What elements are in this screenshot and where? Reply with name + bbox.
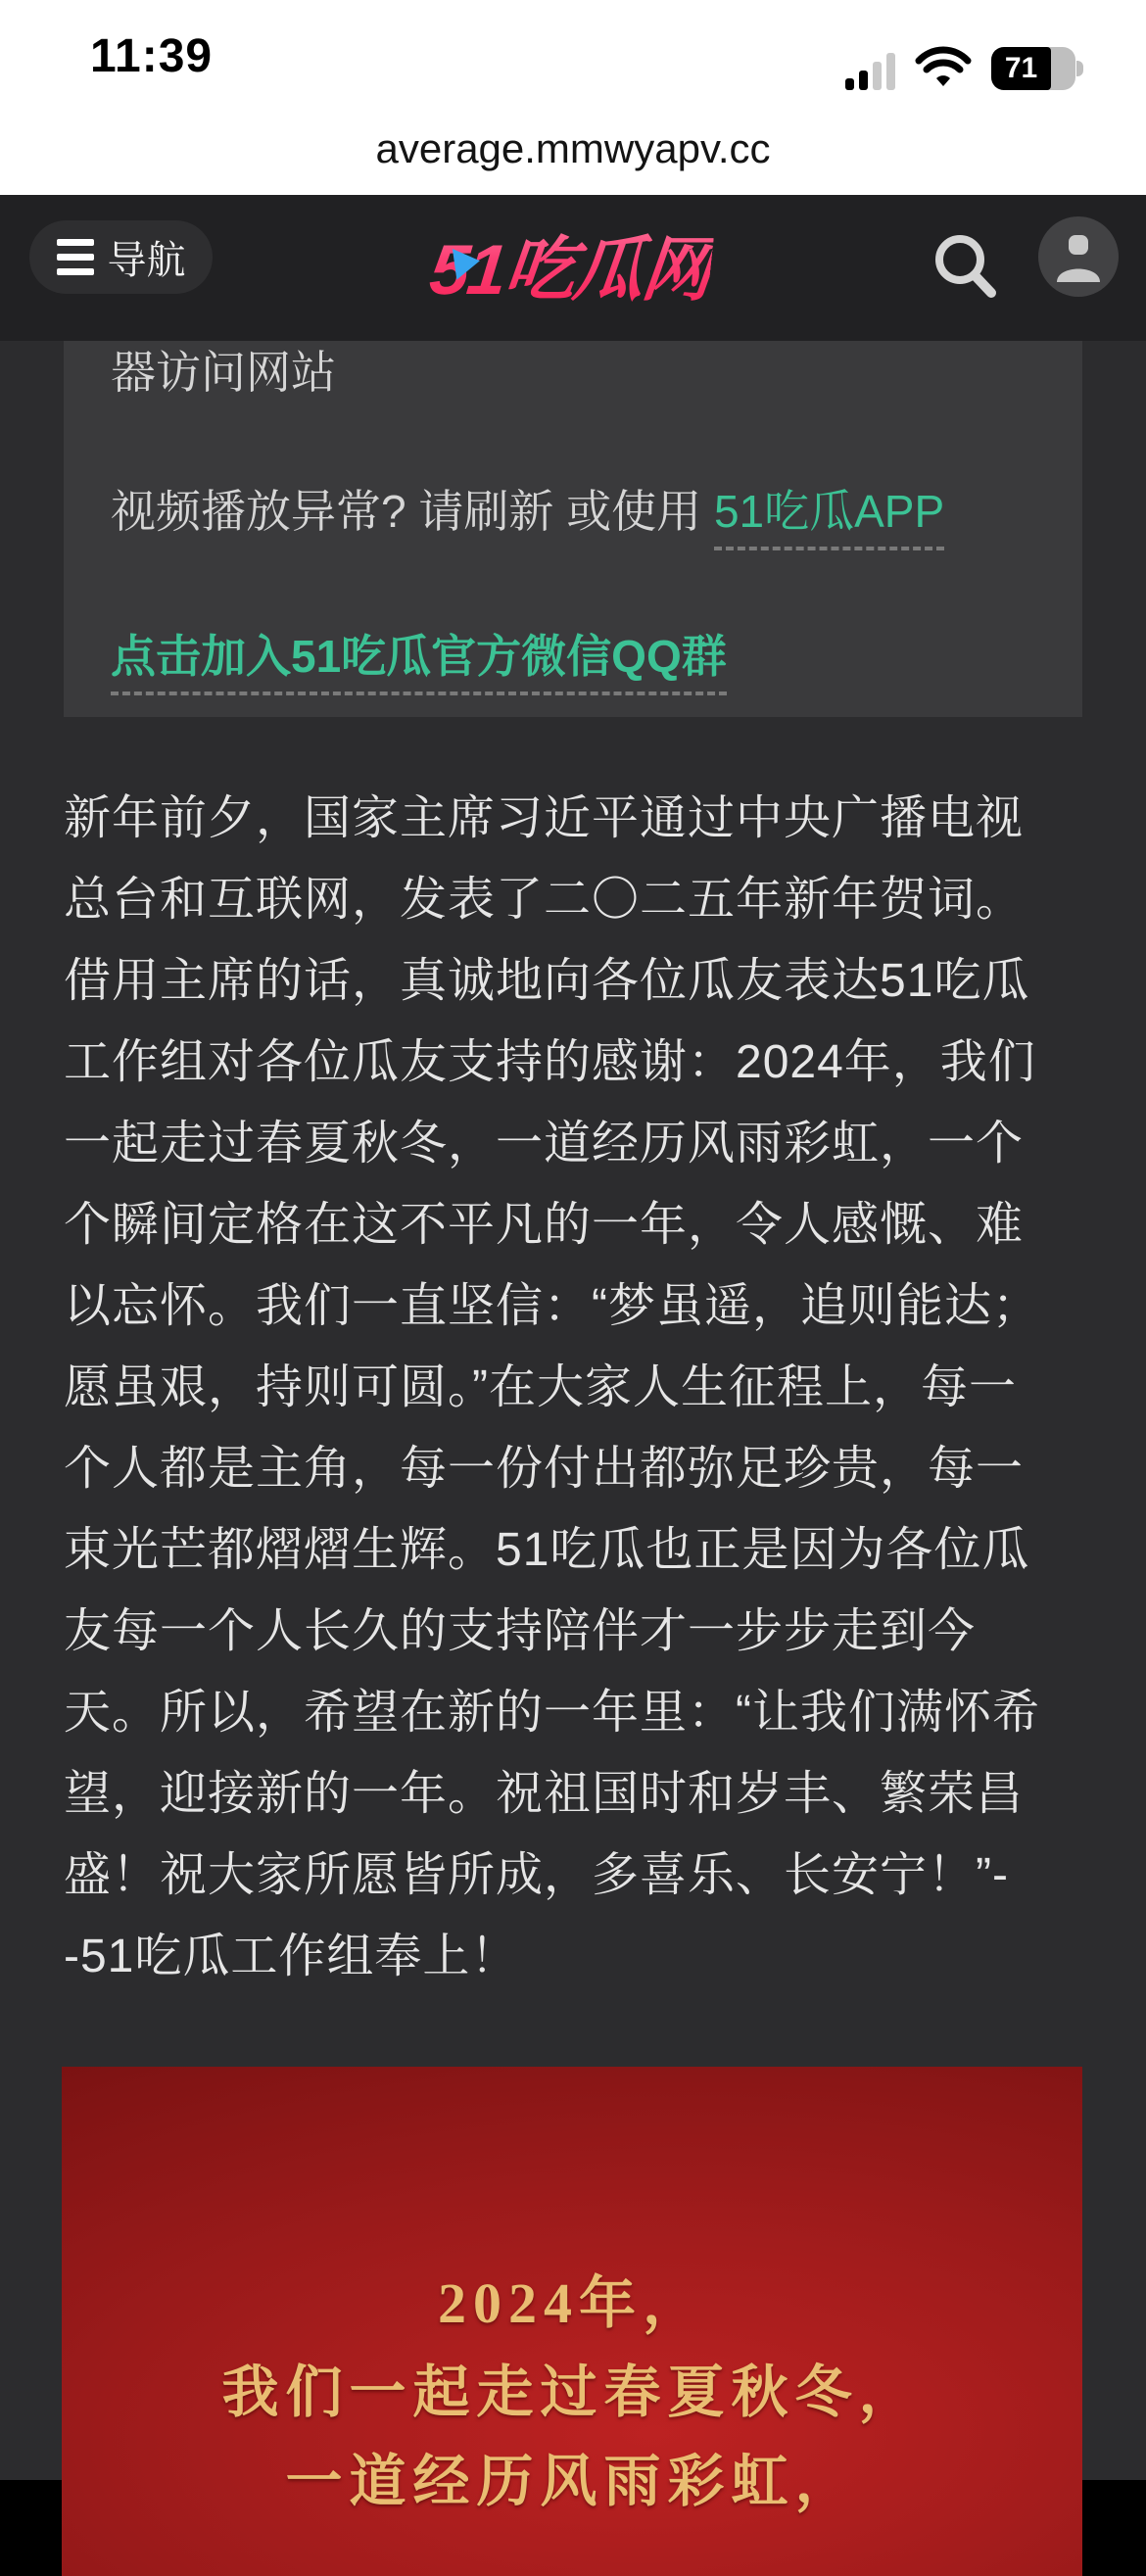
- join-group-link[interactable]: 点击加入51吃瓜官方微信QQ群: [111, 631, 727, 695]
- cellular-signal-icon: [845, 51, 895, 90]
- article-line: 以忘怀。我们一直坚信：“梦虽遥，追则能达；: [64, 1280, 1040, 1332]
- search-icon[interactable]: [927, 228, 1005, 307]
- battery-icon: [991, 47, 1085, 90]
- article-line: 束光芒都熠熠生辉。51吃瓜也正是因为各位瓜: [64, 1524, 1030, 1576]
- new-year-banner-image: [62, 2067, 1082, 2576]
- banner-caption-line: 一道经历风雨彩虹，: [285, 2450, 859, 2513]
- system-icons: [845, 47, 1085, 90]
- article-line: 愿虽艰，持则可圆。”在大家人生征程上，每一: [64, 1361, 1017, 1413]
- article-line: 新年前夕，国家主席习近平通过中央广播电视: [64, 792, 1025, 844]
- site-header: [0, 195, 1146, 341]
- article-line: 盛！祝大家所愿皆所成，多喜乐、长安宁！”-: [64, 1849, 1009, 1901]
- user-icon: [1053, 231, 1104, 282]
- status-bar: [0, 0, 1146, 195]
- notice-video-row: [111, 484, 1037, 539]
- nav-menu-label: 导航: [107, 239, 186, 282]
- app-link[interactable]: 51吃瓜APP: [714, 486, 944, 550]
- notice-video-text: 视频播放异常? 请刷新 或使用: [111, 486, 714, 537]
- banner-caption-line: 2024年，: [437, 2271, 706, 2335]
- clock: 11:39: [90, 30, 214, 82]
- banner-caption-line: 我们一起走过春夏秋冬，: [221, 2361, 923, 2424]
- article-text: [64, 778, 1087, 1997]
- address-bar[interactable]: average.mmwyapv.cc: [375, 125, 771, 171]
- battery-percent: 71: [1004, 52, 1038, 84]
- article-line: 一起走过春夏秋冬，一道经历风雨彩虹，一个: [64, 1118, 1025, 1169]
- article-line: 友每一个人长久的支持陪伴才一步步走到今: [64, 1605, 977, 1657]
- play-triangle-icon: [453, 245, 482, 279]
- wifi-icon: [917, 51, 970, 90]
- article-line: 工作组对各位瓜友支持的感谢：2024年，我们: [64, 1036, 1036, 1088]
- notice-clipped-line: 器访问网站: [111, 347, 336, 398]
- notice-box: [64, 341, 1082, 717]
- article-line: 借用主席的话，真诚地向各位瓜友表达51吃瓜: [64, 955, 1030, 1007]
- profile-button[interactable]: [1038, 216, 1119, 297]
- article-line: 望，迎接新的一年。祝祖国时和岁丰、繁荣昌: [64, 1768, 1025, 1820]
- site-logo-text: 51吃瓜网: [425, 213, 716, 314]
- article-line: 总台和互联网，发表了二〇二五年新年贺词。: [64, 874, 1025, 926]
- banner-caption: [62, 2259, 1082, 2526]
- article-line: 个人都是主角，每一份付出都弥足珍贵，每一: [64, 1443, 1025, 1495]
- article-line: 天。所以，希望在新的一年里：“让我们满怀希: [64, 1687, 1040, 1739]
- article-line: -51吃瓜工作组奉上！: [64, 1931, 519, 1982]
- article-line: 个瞬间定格在这不平凡的一年，令人感慨、难: [64, 1199, 1025, 1251]
